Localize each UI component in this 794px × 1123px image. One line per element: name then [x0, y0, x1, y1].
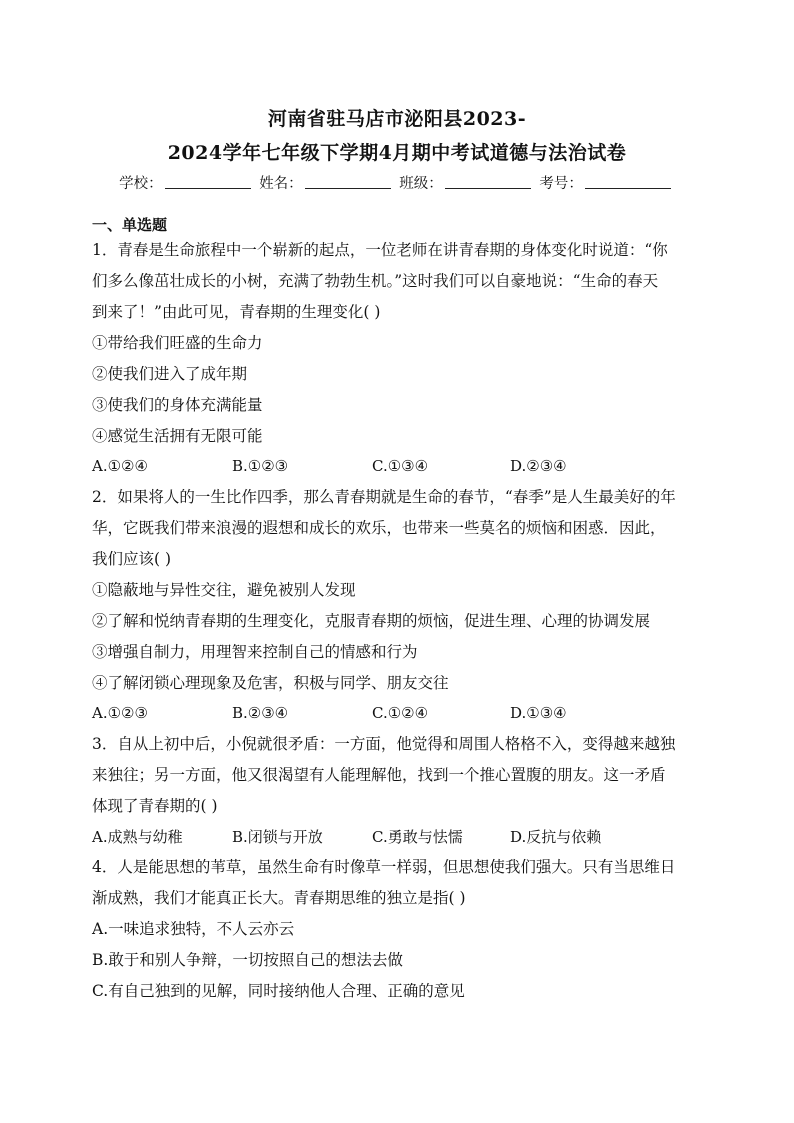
q2-stem-line: 2．如果将人的一生比作四季，那么青春期就是生命的春节，“春季”是人生最美好的年: [92, 488, 676, 506]
section-title: 一、单选题: [92, 216, 168, 234]
q1-stem-line: 1．青春是生命旅程中一个崭新的起点，一位老师在讲青春期的身体变化时说道：“你: [92, 241, 668, 259]
q1-item: ③使我们的身体充满能量: [92, 396, 263, 414]
q2-options: [92, 704, 704, 724]
q4-option-b: B.敢于和别人争辩，一切按照自己的想法去做: [92, 951, 403, 969]
q1-option-c: C.①③④: [372, 457, 429, 475]
q1-item: ④感觉生活拥有无限可能: [92, 427, 263, 445]
name-blank: [305, 174, 391, 189]
q4-option-c: C.有自己独到的见解，同时接纳他人合理、正确的意见: [92, 982, 465, 1000]
student-info-line: [0, 172, 794, 193]
q1-option-a: A.①②④: [92, 457, 148, 475]
exam-no-label: 考号：: [539, 176, 583, 192]
q2-item: ③增强自制力，用理智来控制自己的情感和行为: [92, 643, 418, 661]
q2-option-a: A.①②③: [92, 704, 148, 722]
q3-stem-line: 体现了青春期的( ): [92, 797, 218, 815]
class-blank: [445, 174, 531, 189]
exam-no-blank: [585, 174, 671, 189]
q2-option-c: C.①②④: [372, 704, 429, 722]
q3-options: [92, 826, 704, 846]
q4-stem-line: 4．人是能思想的苇草，虽然生命有时像草一样弱，但思想使我们强大。只有当思维日: [92, 858, 676, 876]
q1-option-d: D.②③④: [510, 457, 567, 475]
q2-item: ①隐蔽地与异性交往，避免被别人发现: [92, 581, 356, 599]
q3-stem-line: 来独往；另一方面，他又很渴望有人能理解他，找到一个推心置腹的朋友。这一矛盾: [92, 766, 666, 784]
q2-stem-line: 华，它既我们带来浪漫的遐想和成长的欢乐，也带来一些莫名的烦恼和困惑．因此，: [92, 519, 666, 537]
title-line-2: 2024学年七年级下学期4月期中考试道德与法治试卷: [167, 142, 627, 164]
q3-option-a: A.成熟与幼稚: [92, 828, 183, 846]
q2-item: ②了解和悦纳青春期的生理变化，克服青春期的烦恼，促进生理、心理的协调发展: [92, 612, 651, 630]
q3-option-b: B.闭锁与开放: [232, 828, 323, 846]
q3-option-d: D.反抗与依赖: [510, 828, 602, 846]
name-label: 姓名：: [259, 176, 303, 192]
q1-stem-line: 到来了！”由此可见，青春期的生理变化( ): [92, 303, 381, 321]
q4-option-a: A.一味追求独特，不人云亦云: [92, 920, 295, 938]
class-label: 班级：: [399, 176, 443, 192]
q1-options: [92, 457, 704, 477]
q1-item: ①带给我们旺盛的生命力: [92, 334, 263, 352]
title-line-1: 河南省驻马店市泌阳县2023-: [267, 108, 527, 130]
school-blank: [165, 174, 251, 189]
q3-stem-line: 3．自从上初中后，小倪就很矛盾：一方面，他觉得和周围人格格不入，变得越来越独: [92, 735, 676, 753]
q4-stem-line: 渐成熟，我们才能真正长大。青春期思维的独立是指( ): [92, 889, 466, 907]
q3-option-c: C.勇敢与怯懦: [372, 828, 463, 846]
q1-item: ②使我们进入了成年期: [92, 365, 248, 383]
q2-option-d: D.①③④: [510, 704, 567, 722]
q2-item: ④了解闭锁心理现象及危害，积极与同学、朋友交往: [92, 674, 449, 692]
q1-stem-line: 们多么像茁壮成长的小树，充满了勃勃生机。”这时我们可以自豪地说：“生命的春天: [92, 272, 659, 290]
q2-option-b: B.②③④: [232, 704, 289, 722]
q1-option-b: B.①②③: [232, 457, 289, 475]
school-label: 学校：: [119, 176, 163, 192]
q2-stem-line: 我们应该( ): [92, 550, 172, 568]
